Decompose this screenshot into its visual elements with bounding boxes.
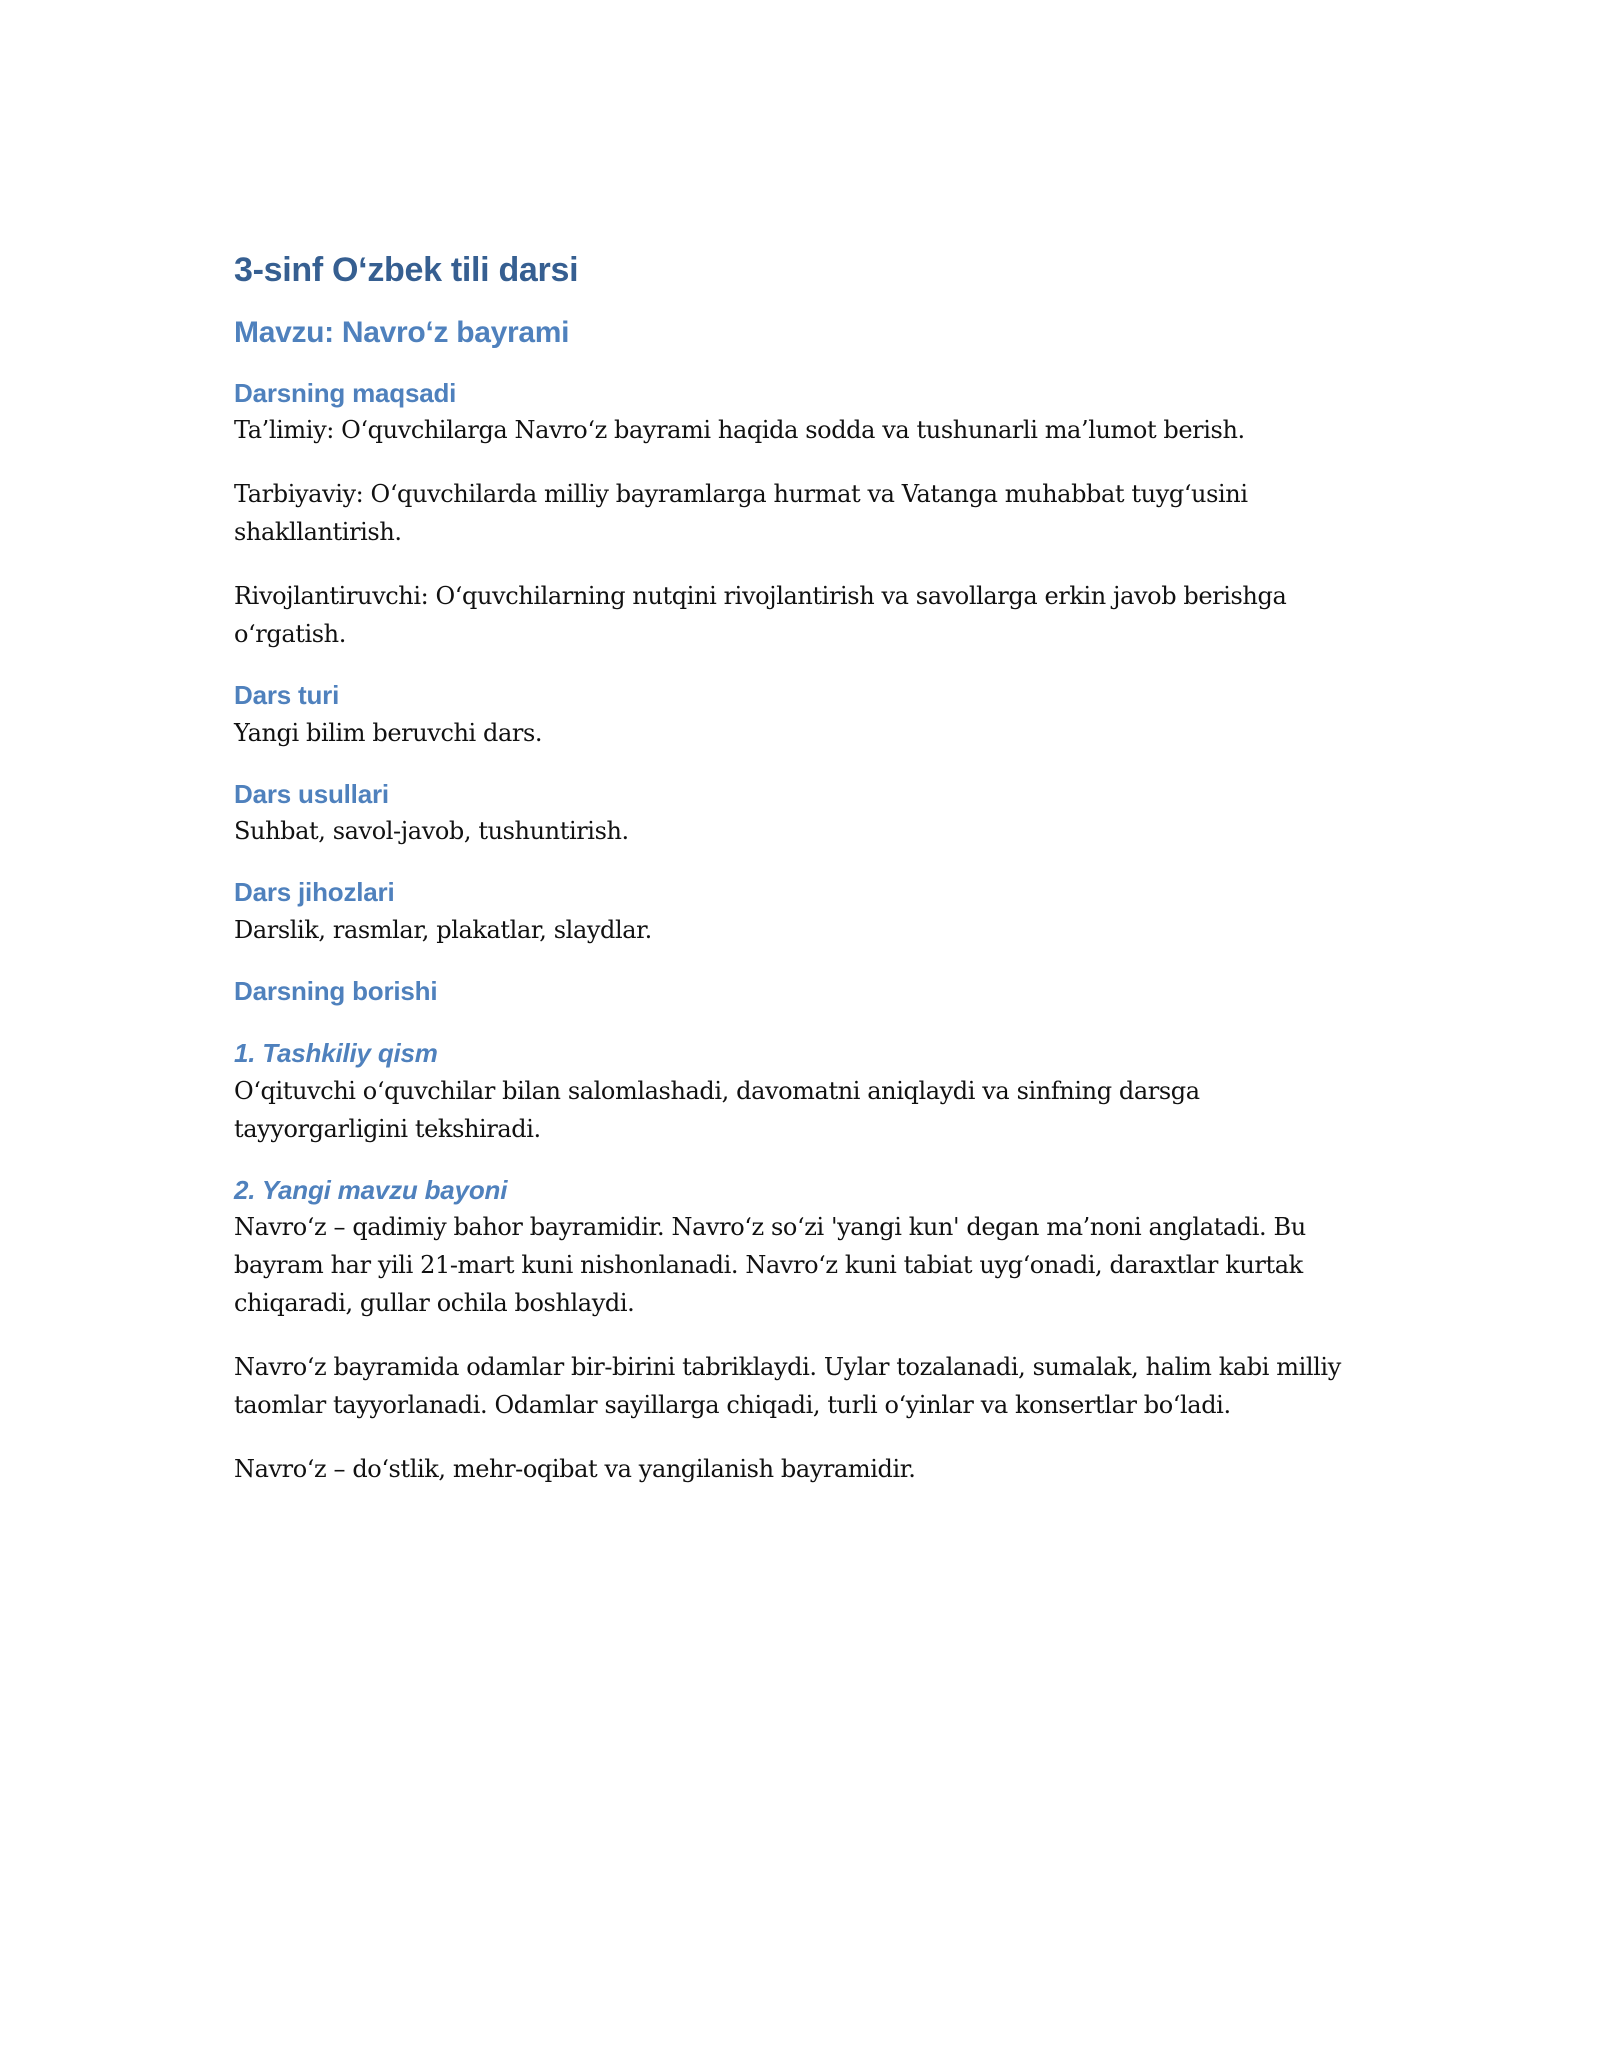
goal-heading: Darsning maqsadi bbox=[234, 377, 457, 408]
organizational-part-heading: 1. Tashkiliy qism bbox=[234, 1038, 438, 1069]
new-topic-paragraph-2: Navro‘z bayramida odamlar bir-birini tabriklaydi. Uylar tozalanadi, sumalak, halim kabi milliy taomlar tayyorlanadi. Odamlar sayillarga chiqadi, turli o‘yinlar va konsertlar bo‘ladi. bbox=[234, 1353, 1341, 1420]
goal-developmental-paragraph: Rivojlantiruvchi: O‘quvchilarning nutqini rivojlantirish va savollarga erkin javob berishga o‘rgatish. bbox=[234, 582, 1287, 649]
goal-educational-paragraph: Ta’limiy: O‘quvchilarga Navro‘z bayrami haqida sodda va tushunarli ma’lumot berish. bbox=[234, 416, 1245, 445]
lesson-equipment-paragraph: Darslik, rasmlar, plakatlar, slaydlar. bbox=[234, 915, 652, 944]
organizational-part-paragraph: O‘qituvchi o‘quvchilar bilan salomlashadi, davomatni aniqlaydi va sinfning darsga tayyorgarligini tekshiradi. bbox=[234, 1076, 1200, 1143]
new-topic-paragraph-1: Navro‘z – qadimiy bahor bayramidir. Navro‘z so‘zi 'yangi kun' degan ma’noni anglatadi. Bu bayram har yili 21-mart kuni nishonlanadi. Navro‘z kuni tabiat uyg‘onadi, daraxtlar kurtak chiqaradi, gullar ochila boshlaydi. bbox=[234, 1213, 1306, 1318]
lesson-topic-heading: Mavzu: Navro‘z bayrami bbox=[234, 315, 570, 349]
document-title: 3-sinf O‘zbek tili darsi bbox=[234, 251, 579, 289]
new-topic-heading: 2. Yangi mavzu bayoni bbox=[234, 1174, 508, 1205]
lesson-methods-paragraph: Suhbat, savol-javob, tushuntirish. bbox=[234, 817, 629, 846]
lesson-type-paragraph: Yangi bilim beruvchi dars. bbox=[234, 718, 543, 747]
lesson-methods-heading: Dars usullari bbox=[234, 778, 389, 809]
document-body bbox=[234, 250, 1374, 1514]
lesson-process-heading: Darsning borishi bbox=[234, 975, 438, 1006]
new-topic-paragraph-3: Navro‘z – do‘stlik, mehr-oqibat va yangilanish bayramidir. bbox=[234, 1455, 916, 1484]
lesson-type-heading: Dars turi bbox=[234, 680, 340, 711]
lesson-equipment-heading: Dars jihozlari bbox=[234, 877, 395, 908]
goal-upbringing-paragraph: Tarbiyaviy: O‘quvchilarda milliy bayramlarga hurmat va Vatanga muhabbat tuyg‘usini shakllantirish. bbox=[234, 480, 1248, 547]
